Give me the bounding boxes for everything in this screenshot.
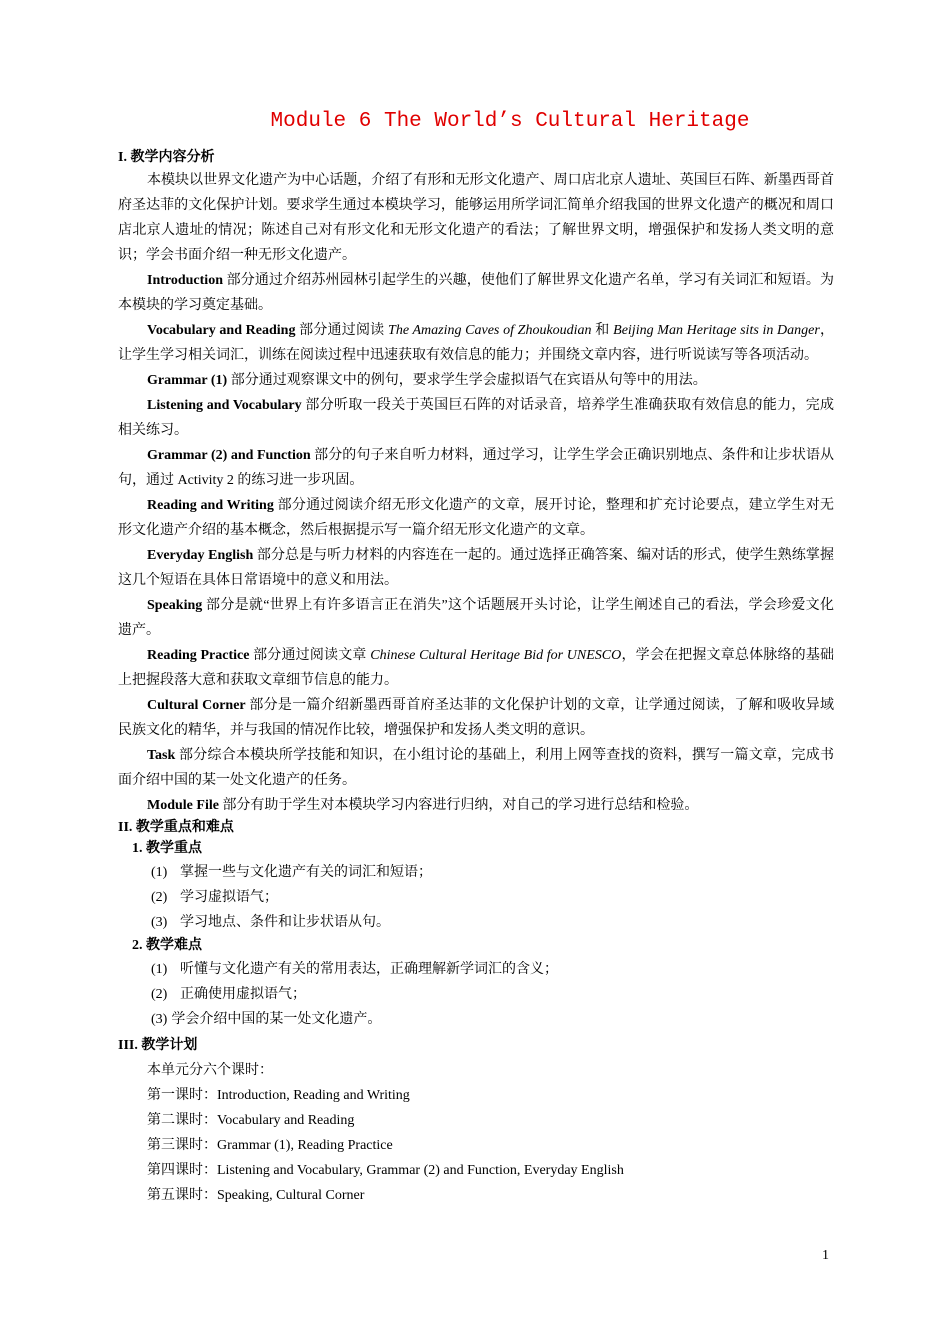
section-3-heading: III. 教学计划 (118, 1038, 198, 1053)
paragraph (118, 268, 834, 318)
lesson-row (147, 1083, 834, 1108)
section-1-heading: I. 教学内容分析 (118, 150, 215, 165)
paragraph-text: 部分听取一段关于英国巨石阵的对话录音，培养学生准确获取有效信息的能力，完成相关练习。 (118, 398, 834, 438)
section-name: Module File (147, 798, 219, 813)
plan-intro: 本单元分六个课时： (147, 1063, 273, 1078)
lesson-label: 第三课时： (147, 1138, 217, 1153)
section-name: Grammar (2) and Function (147, 448, 311, 463)
page-number: 1 (822, 1248, 829, 1263)
paragraph-text: 部分通过阅读文章 (249, 648, 371, 663)
item-text: 学会介绍中国的某一处文化遗产。 (171, 1012, 382, 1027)
paragraph (118, 693, 834, 743)
paragraph-text: 部分通过介绍苏州园林引起学生的兴趣，使他们了解世界文化遗产名单，学习有关词汇和短语。为本模块的学习奠定基础。 (118, 273, 834, 313)
section-name: Cultural Corner (147, 698, 246, 713)
item-number: (1) (151, 962, 168, 977)
paragraph-text: 和 (591, 323, 614, 338)
list-item (151, 957, 834, 982)
lesson-row (147, 1108, 834, 1133)
item-number: (3) (151, 915, 168, 930)
lesson-content: Speaking, Cultural Corner (217, 1188, 365, 1203)
list-item (151, 885, 834, 910)
lesson-row (147, 1158, 834, 1183)
paragraph-text: 部分通过阅读介绍无形文化遗产的文章，展开讨论，整理和扩充讨论要点，建立学生对无形文化遗产介绍的基本概念，然后根据提示写一篇介绍无形文化遗产的文章。 (118, 498, 834, 538)
item-number: (1) (151, 865, 168, 880)
paragraph (118, 443, 834, 493)
section-name: Everyday English (147, 548, 254, 563)
paragraph (118, 493, 834, 543)
section-name: Listening and Vocabulary (147, 398, 302, 413)
section-name: Grammar (1) (147, 373, 228, 388)
paragraph-text: 部分是一篇介绍新墨西哥首府圣达菲的文化保护计划的文章，让学通过阅读，了解和吸收异域民族文化的精华，并与我国的情况作比较，增强保护和发扬人类文明的意识。 (118, 698, 834, 738)
lesson-list (118, 1083, 834, 1208)
paragraph (118, 543, 834, 593)
paragraph-text: 部分有助于学生对本模块学习内容进行归纳，对自己的学习进行总结和检验。 (218, 798, 699, 813)
paragraph-text: ，让学生学习相关词汇，训练在阅读过程中迅速获取有效信息的能力；并围绕文章内容，进行听说读写等各项活动。 (118, 323, 835, 363)
paragraph-text: 本模块以世界文化遗产为中心话题，介绍了有形和无形文化遗产、周口店北京人遗址、英国巨石阵、新墨西哥首府圣达菲的文化保护计划。要求学生通过本模块学习，能够运用所学词汇简单介绍我国的世界文化遗产的概况和周口店北京人遗址的情况；陈述自己对有形文化和无形文化遗产的看法；了解世界文明，增强保护和发扬人类文明的意识；学会书面介绍一种无形文化遗产。 (118, 173, 834, 263)
paragraph-text: 部分总是与听力材料的内容连在一起的。通过选择正确答案、编对话的形式，使学生熟练掌握这几个短语在具体日常语境中的意义和用法。 (118, 548, 834, 588)
lesson-content: Vocabulary and Reading (217, 1113, 355, 1128)
paragraph (118, 743, 834, 793)
section-name: Reading Practice (147, 648, 250, 663)
lesson-label: 第五课时： (147, 1188, 217, 1203)
item-text: 掌握一些与文化遗产有关的词汇和短语； (180, 865, 432, 880)
list-item (151, 860, 834, 885)
lesson-row (147, 1183, 834, 1208)
item-text: 听懂与文化遗产有关的常用表达，正确理解新学词汇的含义； (180, 962, 558, 977)
section-name: Task (147, 748, 176, 763)
section-name: Vocabulary and Reading (147, 323, 296, 338)
paragraph-text: 部分是就“世界上有许多语言正在消失”这个话题展开头讨论，让学生阐述自己的看法，学会珍爱文化遗产。 (118, 598, 834, 638)
paragraph-text: ，学会在把握文章总体脉络的基础上把握段落大意和获取文章细节信息的能力。 (118, 648, 835, 688)
page-title: Module 6 The World’s Cultural Heritage (270, 110, 750, 133)
paragraph (118, 318, 834, 368)
section-1-paragraphs (118, 168, 834, 818)
paragraph (118, 593, 834, 643)
lesson-row (147, 1133, 834, 1158)
section-name: Introduction (147, 273, 223, 288)
paragraph (118, 368, 834, 393)
paragraph (118, 393, 834, 443)
section-name: Reading and Writing (147, 498, 274, 513)
document-body (118, 148, 834, 1208)
paragraph (118, 643, 834, 693)
section-name: Speaking (147, 598, 203, 613)
paragraph-text: 部分综合本模块所学技能和知识，在小组讨论的基础上，利用上网等查找的资料，撰写一篇文章，完成书面介绍中国的某一处文化遗产的任务。 (118, 748, 834, 788)
item-number: (2) (151, 890, 168, 905)
focus-heading: 1. 教学重点 (132, 841, 202, 856)
difficulty-heading: 2. 教学难点 (132, 938, 202, 953)
focus-list (118, 860, 834, 935)
difficulty-list (118, 957, 834, 1032)
paragraph (118, 168, 834, 268)
lesson-content: Grammar (1), Reading Practice (217, 1138, 393, 1153)
list-item (151, 982, 834, 1007)
item-number: (2) (151, 987, 168, 1002)
item-number: (3) (151, 1012, 168, 1027)
article-title: The Amazing Caves of Zhoukoudian (388, 323, 592, 338)
item-text: 学习地点、条件和让步状语从句。 (180, 915, 390, 930)
lesson-label: 第一课时： (147, 1088, 217, 1103)
paragraph (118, 793, 834, 818)
section-2-heading: II. 教学重点和难点 (118, 820, 234, 835)
lesson-content: Listening and Vocabulary, Grammar (2) and Function, Everyday English (217, 1163, 624, 1178)
paragraph-text: 部分通过观察课文中的例句，要求学生学会虚拟语气在宾语从句等中的用法。 (227, 373, 707, 388)
item-text: 学习虚拟语气； (180, 890, 278, 905)
list-item (151, 1007, 834, 1032)
article-title: Chinese Cultural Heritage Bid for UNESCO (370, 648, 622, 663)
article-title: Beijing Man Heritage sits in Danger (613, 323, 820, 338)
lesson-label: 第四课时： (147, 1163, 217, 1178)
list-item (151, 910, 834, 935)
paragraph-text: 部分的句子来自听力材料，通过学习，让学生学会正确识别地点、条件和让步状语从句，通过 Activity 2 的练习进一步巩固。 (118, 448, 835, 488)
lesson-label: 第二课时： (147, 1113, 217, 1128)
item-text: 正确使用虚拟语气； (180, 987, 306, 1002)
paragraph-text: 部分通过阅读 (295, 323, 389, 338)
lesson-content: Introduction, Reading and Writing (217, 1088, 410, 1103)
